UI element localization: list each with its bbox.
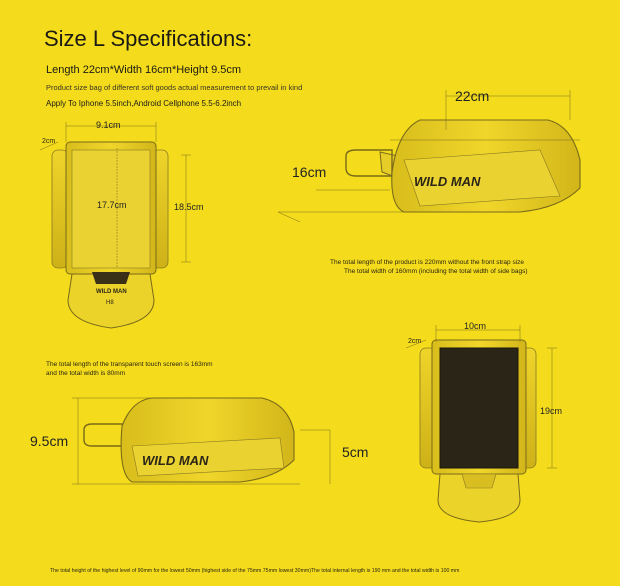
side-view-bag — [72, 398, 330, 484]
brand-logo-angled: WILD MAN — [414, 174, 481, 189]
compatibility-text: Apply To Iphone 5.5inch,Android Cellphone 5.5-6.2inch — [46, 99, 242, 108]
width-note: The total width of 160mm (including the total width of side bags) — [344, 268, 528, 275]
dim-width: 16cm — [292, 164, 327, 180]
dim-inner-length: 17.7cm — [97, 200, 127, 210]
dim-total-length-2: 19cm — [540, 406, 563, 416]
length-note: The total length of the product is 220mm without the front strap size — [330, 259, 525, 266]
dim-height: 9.5cm — [30, 433, 69, 449]
brand-logo: WILD MAN — [96, 289, 127, 295]
dim-corner: 2cm — [42, 138, 56, 145]
dim-total-length: 18.5cm — [174, 202, 204, 212]
top-view-bag-2 — [406, 325, 557, 522]
dim-top-width: 9.1cm — [96, 120, 121, 130]
spec-dimensions: Length 22cm*Width 16cm*Height 9.5cm — [46, 64, 242, 76]
brand-logo-side: WILD MAN — [142, 453, 209, 468]
dim-length: 22cm — [455, 88, 490, 104]
footer-note: The total height of the highest level of 90mm for the lowest 50mm (highest side of the 75mm 75mm lowest 30mm)The total internal length is 190 mm and the total width is 100 mm — [50, 568, 460, 574]
screen-note-1: The total length of the transparent touch screen is 163mm — [46, 361, 213, 368]
top-view-bag — [40, 122, 191, 328]
model-mark: H8 — [106, 300, 114, 306]
dim-corner-2: 2cm — [408, 338, 422, 345]
angled-view-bag — [278, 90, 580, 222]
screen-note-2: and the total width is 80mm — [46, 370, 126, 377]
dim-low-height: 5cm — [342, 444, 369, 460]
measurement-note: Product size bag of different soft goods actual measurement to prevail in kind — [46, 83, 303, 92]
dim-top-width-2: 10cm — [464, 321, 487, 331]
page-title: Size L Specifications: — [44, 26, 253, 51]
